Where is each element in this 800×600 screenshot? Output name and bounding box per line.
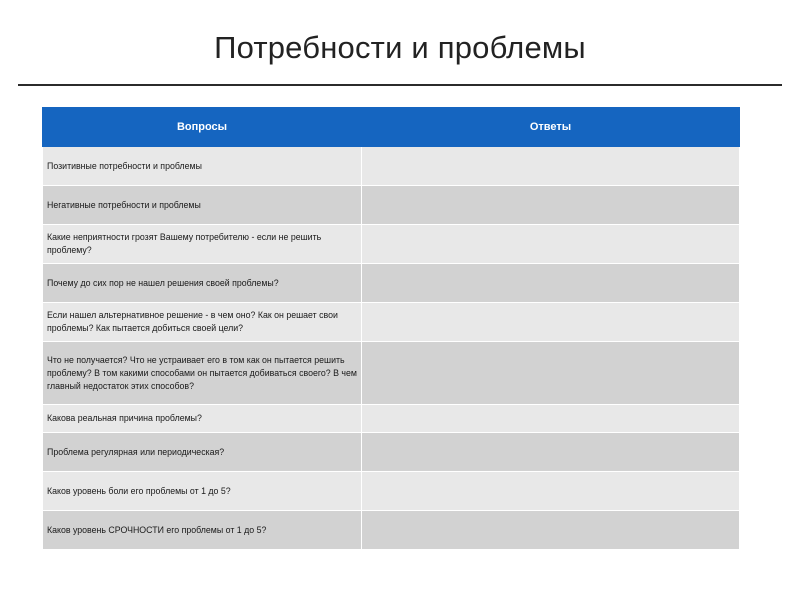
table-row [43,186,740,225]
table-row [43,147,740,186]
question-cell: Какие неприятности грозят Вашему потребителю - если не решить проблему? [43,225,362,264]
slide-title: Потребности и проблемы [214,30,586,65]
answer-cell[interactable] [362,472,740,511]
table-row [43,225,740,264]
question-cell: Что не получается? Что не устраивает его в том как он пытается решить проблему? В том какими способами он пытается добиваться своего? В чем главный недостаток этих способов? [43,342,362,405]
table-row [43,511,740,550]
answer-cell[interactable] [362,225,740,264]
question-cell: Позитивные потребности и проблемы [43,147,362,186]
question-cell: Почему до сих пор не нашел решения своей проблемы? [43,264,362,303]
questions-answers-table [42,107,740,550]
answer-cell[interactable] [362,186,740,225]
table-row [43,405,740,433]
answer-cell[interactable] [362,264,740,303]
table-row [43,303,740,342]
table-row [43,433,740,472]
answer-cell[interactable] [362,342,740,405]
question-cell: Каков уровень боли его проблемы от 1 до 5? [43,472,362,511]
header-questions: Вопросы [43,108,362,147]
title-divider [18,84,782,86]
table-row [43,264,740,303]
answer-cell[interactable] [362,147,740,186]
question-cell: Каков уровень СРОЧНОСТИ его проблемы от 1 до 5? [43,511,362,550]
table-row [43,472,740,511]
table-row [43,342,740,405]
table-header-row [43,108,740,147]
answer-cell[interactable] [362,303,740,342]
question-cell: Какова реальная причина проблемы? [43,405,362,433]
question-cell: Проблема регулярная или периодическая? [43,433,362,472]
header-answers: Ответы [362,108,740,147]
question-cell: Негативные потребности и проблемы [43,186,362,225]
question-cell: Если нашел альтернативное решение - в чем оно? Как он решает свои проблемы? Как пытается добиться своей цели? [43,303,362,342]
answer-cell[interactable] [362,511,740,550]
answer-cell[interactable] [362,405,740,433]
answer-cell[interactable] [362,433,740,472]
